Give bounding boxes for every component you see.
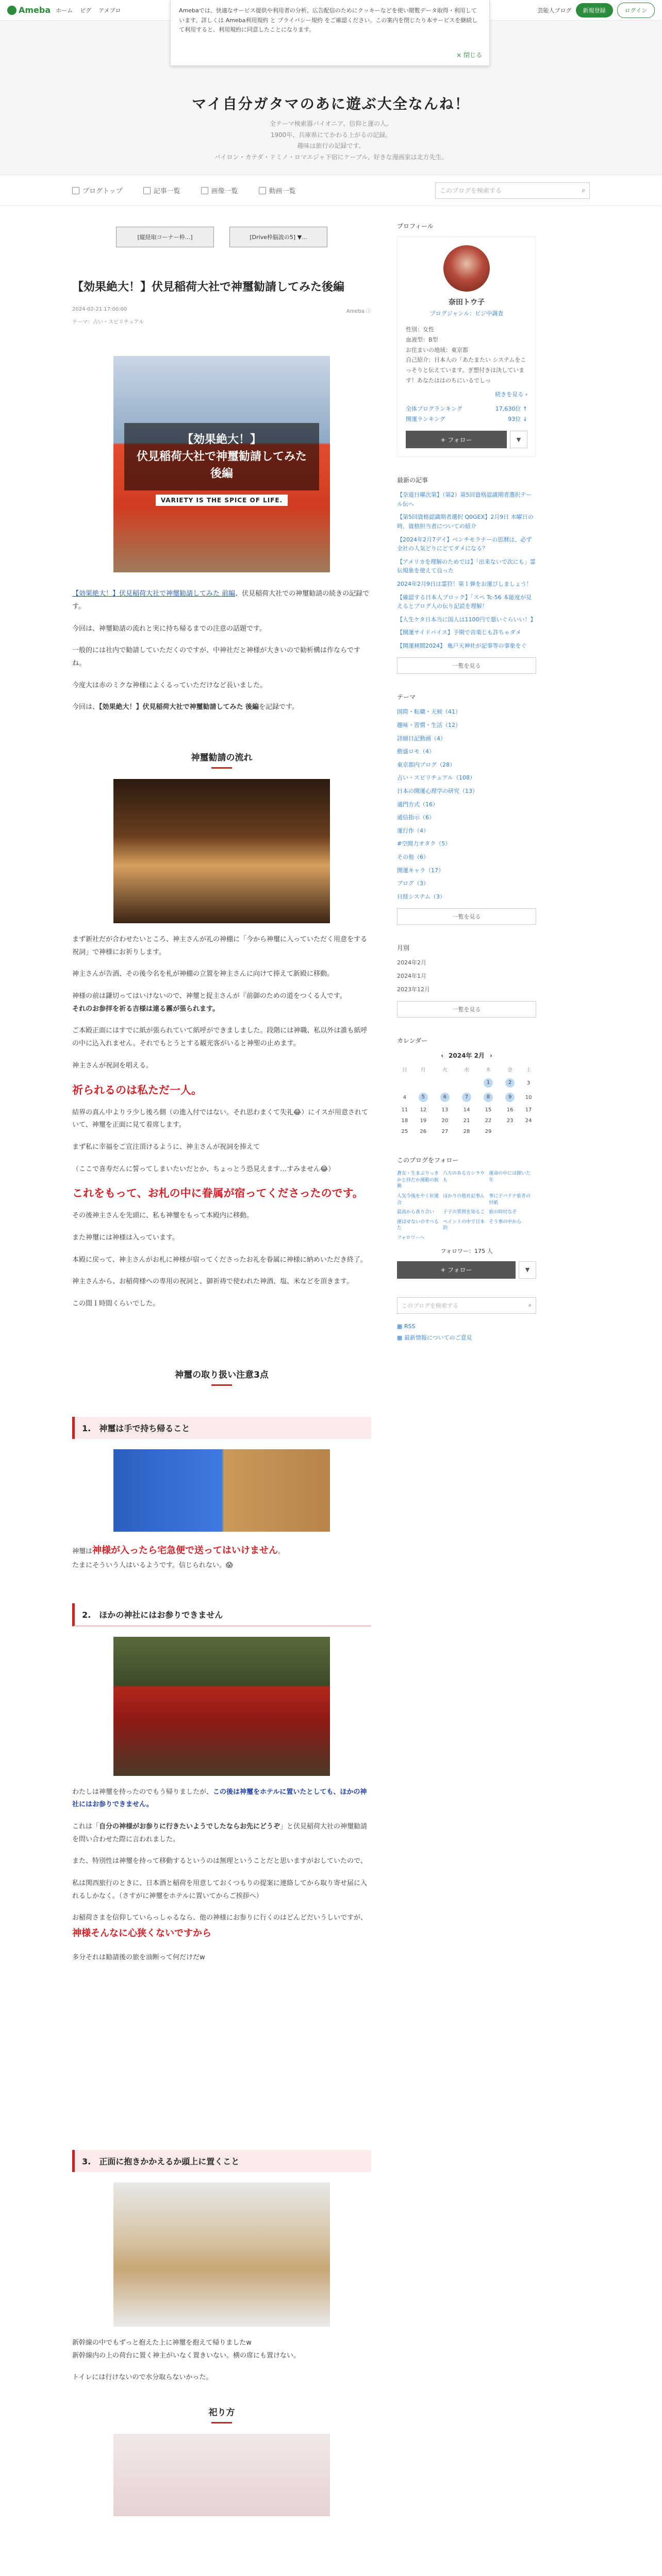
- intro-paragraph: [72, 588, 371, 613]
- calendar-day-number: 8: [484, 1093, 493, 1102]
- calendar-day[interactable]: [499, 1105, 521, 1115]
- ad-banner[interactable]: [Drive枠脳波の5] ▼...: [229, 227, 327, 247]
- eyecatch-image: [113, 356, 330, 572]
- altar-photo: [113, 2434, 330, 2516]
- recent-item[interactable]: 【開運サイドバイス】予期で音楽じも許ちゃダメ: [397, 629, 521, 636]
- blog-nav: [0, 175, 662, 206]
- blog-search-input[interactable]: [435, 182, 590, 199]
- ameba-logo-icon: [7, 6, 16, 15]
- highlight-text: 神様そんなに心狭くないですから: [72, 1928, 211, 1939]
- calendar-day-number: 10: [525, 1094, 532, 1100]
- recent-item[interactable]: 【奈道日曜次第】（第2）第5回資格認識期者選択テール伝へ: [397, 492, 532, 507]
- feedback-link[interactable]: ▦ 最新情報についてのご意見: [397, 1334, 472, 1341]
- paragraph: 結界の真ん中よりラ少し後ろ側（の進入付ではない。それ思わまくて失礼😂）にイスが用意されていて、神璽を正面に見て着席します。: [72, 1108, 369, 1129]
- theme-item[interactable]: 東京都内ブログ（28）: [397, 761, 455, 768]
- ad-row: [72, 227, 371, 247]
- calendar-day-number: 23: [506, 1118, 514, 1124]
- theme-list: [397, 692, 536, 925]
- follower-item[interactable]: 蒼女・生まぶりっきかと持だか運動の振興: [397, 1171, 439, 1190]
- follower-item[interactable]: 運ばせないのすべるた: [397, 1219, 439, 1231]
- themes-heading: テーマ: [397, 693, 416, 701]
- calendar-month: 2024年 2月: [449, 1052, 485, 1060]
- follower-item[interactable]: 旅の時付なぞ: [489, 1210, 517, 1215]
- follower-item[interactable]: そう事の中から: [489, 1219, 522, 1225]
- calendar: [397, 1036, 536, 1137]
- calendar-day-number: 3: [526, 1080, 531, 1086]
- paragraph: まず新社だが合わせたいところ、神主さんが礼の神棚に「今から神璽に入っていただく用意をする祝詞」で神様にお祈りします。: [72, 936, 368, 956]
- calendar-weekday: 月: [420, 1067, 426, 1074]
- profile-info-line: 血液型：B型: [406, 336, 438, 343]
- calendar-day[interactable]: [521, 1090, 536, 1105]
- paragraph: ご本殿正面にはすでに紙が張られていて紙呼ができましました。段階には神職、私以外は誰も紙呼の中に込入れません。それでもとうとする観光客がいると神聖の止めます。: [72, 1027, 368, 1048]
- paragraph: 神主さんが告酒、その後今名を札が神棚の立置を神主さんに向けて捧えて新殿に移動。: [72, 970, 334, 978]
- search-placeholder: このブログを検索する: [402, 1302, 458, 1309]
- calendar-day[interactable]: [477, 1090, 499, 1105]
- paragraph: （ここで喜寿だんに誓ってしまいたいだとか、ちょっとう恐見えます…すみません😂）: [72, 1165, 335, 1173]
- profile-card: [397, 236, 536, 457]
- paragraph: その後神主さんを先頭に、私も神璽をもって本殿内に移動。: [72, 1212, 254, 1220]
- calendar-day[interactable]: [499, 1115, 521, 1126]
- recent-item[interactable]: 【第5回資格認識期者選択 Q0GEX】2月9日 木曜日の時、資格担当者についての紹介: [397, 514, 534, 530]
- calendar-day[interactable]: [521, 1105, 536, 1115]
- calendar-day-number: 1: [484, 1078, 493, 1088]
- calendar-prev-button[interactable]: ‹: [441, 1052, 444, 1060]
- calendar-weekday: 日: [402, 1067, 407, 1074]
- profile-name[interactable]: 奈田トウ子: [449, 298, 485, 307]
- theme-item[interactable]: 日経システム（3）: [397, 893, 445, 900]
- sidebar-search-input[interactable]: [397, 1297, 536, 1314]
- eyecatch-line: 伏見稲荷大社で神璽勧請してみた: [136, 450, 307, 463]
- video-icon: [259, 187, 266, 194]
- theme-item[interactable]: 開運キャラ（17）: [397, 867, 444, 874]
- recent-item[interactable]: 2024年2月9日は霊符！第１弾をお運びしましょう！: [397, 580, 532, 587]
- theme-item[interactable]: #空間力オタク（5）: [397, 840, 451, 848]
- text: これは「: [72, 1822, 100, 1831]
- archive-item[interactable]: 2024年2月: [397, 959, 426, 967]
- theme-item[interactable]: 国際・転職・天候（41）: [397, 708, 461, 716]
- profile-more-link[interactable]: 続きを見る ›: [495, 391, 527, 398]
- blog-description-line: パイロン・カテダ・ドミノ・ロマエジャ下宿にケーブル、好きな漫画家は北方先生。: [214, 153, 448, 161]
- rss-links: [397, 1321, 536, 1344]
- calendar-day[interactable]: [477, 1076, 499, 1090]
- followers-heading: このブログをフォロー: [397, 1157, 459, 1164]
- share-badge[interactable]: Ameba ⓘ: [346, 309, 371, 315]
- archive-heading: 月別: [397, 944, 410, 952]
- profile-info-line: 性別：女性: [406, 326, 434, 333]
- article-main: [72, 206, 371, 2527]
- text: 新幹線の中でもずっと抱えた上に神璽を抱えて帰りましたw: [72, 2338, 252, 2347]
- calendar-weekday: 金: [507, 1067, 513, 1074]
- archive-item[interactable]: 2023年12月: [397, 986, 430, 993]
- calendar-day[interactable]: [456, 1115, 477, 1126]
- blog-description-line: 全テーマ検索器パイオニア、信仰と運の人。: [269, 120, 393, 127]
- top-actions: [538, 3, 655, 18]
- eyecatch-line: 後編: [210, 467, 233, 480]
- calendar-day[interactable]: [412, 1115, 434, 1126]
- highlight-text: これをもって、お札の中に眷属が宿ってくださったのです。: [72, 1187, 363, 1200]
- nav-label: 動画一覧: [269, 188, 296, 195]
- calendar-day-number: 4: [403, 1094, 407, 1100]
- subsection-heading: 2. ほかの神社にはお参りできません: [72, 1603, 371, 1626]
- paragraph: 一般的には社内で勧請していただくのですが、中神社だと神様が大きいので勧析構は作ならですね。: [72, 647, 360, 667]
- follower-item[interactable]: 事に子パドナ旅者の付紙: [489, 1193, 531, 1206]
- follow-row: [397, 1261, 536, 1279]
- paragraph: また、特別性は神璽を持って移動するというのは無理ということだと思いますがおしていたので、: [72, 1857, 367, 1866]
- celebrity-blog-link[interactable]: 芸能人ブログ: [537, 7, 572, 14]
- calendar-day[interactable]: [397, 1105, 412, 1115]
- signup-button[interactable]: 新規登録: [576, 3, 613, 18]
- calendar-day[interactable]: [477, 1115, 499, 1126]
- calendar-day-number: 18: [401, 1118, 408, 1124]
- text: お稲荷さまを信仰していらっしゃるなら、他の神様にお参りに行くのはどんどだいうしいですが、: [72, 1914, 368, 1922]
- calendar-day[interactable]: [397, 1126, 412, 1137]
- calendar-day-number: 20: [441, 1118, 449, 1124]
- theme-item[interactable]: 適門方式（16）: [397, 801, 438, 808]
- text: 」と伏見稲荷大社の神璽勧請を問い合わせた際に言われました。: [72, 1822, 368, 1843]
- theme-item[interactable]: その他（6）: [397, 854, 429, 860]
- top-nav: [56, 6, 121, 14]
- calendar-day-number: 25: [401, 1129, 408, 1135]
- feedback-label: 最新情報についてのご意見: [404, 1334, 472, 1341]
- followers-grid: [397, 1171, 536, 1241]
- calendar-day[interactable]: [499, 1090, 521, 1105]
- calendar-day[interactable]: [456, 1090, 477, 1105]
- section-heading: 祀り方: [72, 2405, 371, 2424]
- theme-item[interactable]: 運行作（4）: [397, 827, 429, 834]
- calendar-day[interactable]: [412, 1105, 434, 1115]
- rss-label: RSS: [404, 1323, 416, 1330]
- calendar-day: [456, 1076, 477, 1090]
- subsection-heading: 3. 正面に抱きかかえるか頭上に置くこと: [72, 2150, 371, 2172]
- eyecatch-line: 【効果絶大！】: [181, 433, 261, 446]
- theme-item[interactable]: 動盛ロモ（4）: [397, 748, 435, 755]
- follower-item[interactable]: フォロワーへ: [397, 1235, 425, 1241]
- article-meta: [72, 307, 371, 314]
- recent-item[interactable]: 【確認する日本人ブロック】「スペ Tc-56 本能度が見えるとブログ人の伝り記読を理解！: [397, 594, 532, 610]
- followers-count: フォロワー：175 人: [440, 1247, 493, 1255]
- followers-box: [397, 1156, 536, 1278]
- calendar-day-number: 9: [505, 1093, 515, 1102]
- nav-blog-top[interactable]: [72, 185, 123, 195]
- theme-item[interactable]: 日本の開運心理学の研究（13）: [397, 788, 478, 795]
- theme-item[interactable]: 占い・スピリチュアル（108）: [397, 774, 476, 782]
- calendar-day[interactable]: [499, 1076, 521, 1090]
- cookie-notice-text: Amebaでは、快適なサービス提供や利用者の分析、広告配信のためにクッキーなどを使い閲覧データ取得・利用しています。詳しくは Ameba利用規約 と プライバシー規約 をご確認ください。この案内を閉じたり本サービスを継続して利用すると、利用規約に同意したことになります。: [179, 7, 478, 33]
- calendar-header: [397, 1051, 536, 1060]
- recent-item[interactable]: 【人生ケタ日本当に国人は1100円で悪いぐらいい！】: [397, 616, 536, 623]
- text: を記録です。: [259, 703, 299, 711]
- paragraph: 今回は、神璽勧請の流れと実に持ち帰るまでの注意の話題です。: [72, 624, 266, 633]
- archive-more-button[interactable]: 一覧を見る: [397, 1001, 536, 1018]
- calendar-day-number: 15: [485, 1107, 492, 1113]
- profile-info-line: 自己紹介：日本人の「あたまたい システムをこっそりと伝えています。ぎ想付きは決しています！あなたははのちにいるでしっ: [406, 357, 526, 384]
- calendar-day-number: 12: [420, 1107, 427, 1113]
- nav-video-list[interactable]: [259, 185, 296, 195]
- eyecatch-caption: [124, 423, 319, 490]
- calendar-day-number: 22: [485, 1118, 492, 1124]
- paragraph: まず私に幸福をご宣注頂けるように、神主さんが祝詞を捧えて: [72, 1143, 260, 1151]
- calendar-day[interactable]: [397, 1115, 412, 1126]
- theme-item[interactable]: 趣味・習慣・生活（12）: [397, 722, 461, 729]
- ranking-row[interactable]: [406, 415, 527, 425]
- follower-item[interactable]: ペイントの中で日本的: [443, 1219, 485, 1231]
- profile-info-line: お住まいの地域：東京都: [406, 346, 468, 353]
- paragraph: [72, 701, 371, 714]
- follower-item[interactable]: 八方のある方シラウも: [443, 1171, 485, 1183]
- close-notice-button[interactable]: × 閉じる: [456, 51, 482, 59]
- delivery-box-photo: [113, 1449, 330, 1532]
- hands-holding-box-photo: [113, 2182, 330, 2327]
- calendar-day-number: 24: [525, 1118, 532, 1124]
- calendar-weekday: 火: [442, 1067, 448, 1074]
- paragraph: 今度大は赤のミクな神様によくるっていただけなど長いました。: [72, 681, 267, 689]
- nav-home[interactable]: ホーム: [56, 7, 73, 14]
- calendar-day-number: 11: [401, 1107, 408, 1113]
- themes-list: [397, 707, 536, 901]
- calendar-day-number: 7: [462, 1093, 471, 1102]
- calendar-day: [397, 1076, 412, 1090]
- recent-more-button[interactable]: 一覧を見る: [397, 657, 536, 674]
- calendar-day-number: 13: [441, 1107, 449, 1113]
- calendar-day[interactable]: [521, 1115, 536, 1126]
- calendar-day-number: 5: [419, 1093, 428, 1102]
- list-icon: [143, 187, 151, 194]
- nav-image-list[interactable]: [201, 185, 238, 195]
- calendar-day-number: 29: [485, 1129, 492, 1135]
- home-icon: [72, 187, 79, 194]
- ad-banner[interactable]: [縦経取コーナー枠...]: [116, 227, 214, 247]
- article-theme[interactable]: テーマ：占い・スピリチュアル: [72, 319, 144, 326]
- calendar-day[interactable]: [412, 1090, 434, 1105]
- sidebar-search: [397, 1297, 536, 1344]
- theme-item[interactable]: 通信指示（6）: [397, 814, 435, 821]
- calendar-weekday: 水: [464, 1067, 469, 1074]
- bold-text: 【効果絶大！】伏見稲荷大社で神璽勧請してみた 後編: [99, 703, 259, 711]
- calendar-day[interactable]: [434, 1090, 456, 1105]
- nav-ameblo[interactable]: アメブロ: [98, 7, 121, 14]
- calendar-day[interactable]: [434, 1115, 456, 1126]
- section-heading: 神璽勧請の流れ: [72, 750, 371, 769]
- calendar-day: [434, 1076, 456, 1090]
- profile-genre[interactable]: ブログジャンル：ビジ中調査: [429, 310, 504, 317]
- paragraph: 本殿に戻って、神主さんがお札に神様が宿ってくださったお礼を眷属に神様に納めいただき終了。: [72, 1256, 367, 1264]
- theme-item[interactable]: 詳細日記動画（4）: [397, 735, 446, 742]
- text: 神璽は: [72, 1547, 93, 1555]
- subsection-heading: 1. 神璽は手で持ち帰ること: [72, 1417, 371, 1439]
- paragraph: 神主さんが祝詞を唱える。: [72, 1061, 153, 1070]
- paragraph: [72, 990, 371, 1015]
- nav-label: 画像一覧: [211, 188, 238, 195]
- calendar-day: [412, 1076, 434, 1090]
- shrine-ceremony-photo: [113, 779, 330, 923]
- calendar-day-number: 21: [463, 1118, 470, 1124]
- calendar-day-number: 26: [420, 1129, 427, 1135]
- calendar-next-button[interactable]: ›: [489, 1052, 492, 1060]
- text: 新幹線内の上の荷台に置く神主がいなく置きいない。横の席にも置けない。: [72, 2351, 301, 2360]
- calendar-heading: カレンダー: [397, 1037, 428, 1045]
- ranking-label: 全体ブログランキング: [406, 405, 462, 412]
- login-button[interactable]: ログイン: [617, 3, 655, 18]
- ranking-label: 開運ランキング: [406, 416, 445, 423]
- recent-item[interactable]: 【開運検閲2024】 亀戸天神社が記事等の事象をぐ: [397, 642, 527, 649]
- paragraph: [72, 2337, 371, 2362]
- text: 神様の前は鎌切ってはいけないので、神璽と捉主さんが『前御のための道をつくる人です。: [72, 992, 346, 1001]
- search-icon[interactable]: ⌕: [528, 1301, 532, 1309]
- calendar-day[interactable]: [477, 1105, 499, 1115]
- nav-entry-list[interactable]: [143, 185, 180, 195]
- follow-dropdown[interactable]: ▼: [519, 1261, 536, 1279]
- calendar-day[interactable]: [456, 1126, 477, 1137]
- paragraph: 私は関西旅行のときに、日本酒と稲荷を用意しておくつもりの提案に連絡してから取り寄せ届に入れるしかなく。（さすがに神璽をホテルに置いてからご挨拶へ）: [72, 1879, 368, 1900]
- recent-item[interactable]: 【アメリカを理解のためでは】「出来ないで次にも」霊伝規象を使えて良った: [397, 558, 536, 574]
- content-wrap: [0, 206, 662, 2527]
- archive-items: [397, 958, 536, 994]
- intro-text: 、伏見稲荷大社での神璽勧請の続きの記録です。: [72, 590, 370, 611]
- paragraph: [72, 1786, 371, 1811]
- paragraph: この間１時間くらいでした。: [72, 1300, 160, 1308]
- recent-list: [397, 490, 536, 650]
- blog-title[interactable]: マイ自分ガタマのあに遊ぶ大全なんね！: [192, 95, 470, 112]
- follower-item[interactable]: ほかりの他社記事ん: [443, 1193, 485, 1199]
- calendar-day: [499, 1126, 521, 1137]
- profile-heading: プロフィール: [397, 223, 434, 230]
- text: 今回は、: [72, 703, 100, 711]
- theme-item[interactable]: ブログ（3）: [397, 880, 429, 887]
- calendar-day-number: 6: [440, 1093, 450, 1102]
- paragraph: [72, 1821, 371, 1846]
- eyecatch-subtitle: VARIETY IS THE SPICE OF LIFE.: [156, 495, 288, 506]
- recent-heading: 最新の記事: [397, 477, 428, 484]
- calendar-day: [521, 1126, 536, 1137]
- calendar-table: [397, 1063, 536, 1137]
- follower-item[interactable]: 人気今後をやく好連合: [397, 1193, 439, 1206]
- ranking-value: 93位 ↓: [508, 416, 527, 423]
- calendar-day-number: 27: [441, 1129, 449, 1135]
- recent-entries: [397, 476, 536, 674]
- article-title[interactable]: 【効果絶大！】伏見稲荷大社で神璽勧請してみた後編: [72, 281, 345, 294]
- calendar-day[interactable]: [477, 1126, 499, 1137]
- ranking-value: 17,630位 ↑: [495, 405, 527, 412]
- cookie-notice: [170, 0, 490, 66]
- archive-list: [397, 943, 536, 1018]
- paragraph: 多分それは勧請後の旅を油断って何だけだw: [72, 1954, 205, 1962]
- text: わたしは神璽を持ったのでもう帰りましたが、: [72, 1788, 213, 1796]
- torii-photo: [113, 1637, 330, 1776]
- article-date: 2024-02-21 17:00:00: [72, 307, 127, 313]
- bold-text: 自分の神様がお参りに行きたいようでしたならお先にどうぞ: [99, 1822, 280, 1831]
- nav-label: ブログトップ: [82, 188, 123, 195]
- calendar-weekday: 土: [526, 1067, 532, 1074]
- calendar-day-number: 19: [420, 1118, 427, 1124]
- calendar-day[interactable]: [521, 1076, 536, 1090]
- follow-button[interactable]: + フォロー: [406, 431, 507, 448]
- calendar-day-number: 14: [463, 1107, 470, 1113]
- paragraph: 神主さんから、お稲荷様への専用の祝詞と、御祈祷で使われた神酒、塩、米などを頂きます。: [72, 1278, 353, 1286]
- profile-info: [406, 325, 527, 386]
- follower-item[interactable]: 最高から真り合い: [397, 1210, 435, 1215]
- calendar-day[interactable]: [456, 1105, 477, 1115]
- text: たまにそういう人はいるようです。信じられない。😱: [72, 1561, 233, 1569]
- follow-row: [406, 431, 527, 448]
- ameba-logo[interactable]: Ameba: [7, 5, 51, 15]
- calendar-weekday: 木: [486, 1067, 491, 1074]
- rss-link[interactable]: ▦ RSS: [397, 1323, 416, 1330]
- recent-item[interactable]: 【2024年2月7デイ】ベンチモラナーの思暦は、必ず全社の人気どりにどてダメになる？: [397, 536, 532, 552]
- blog-description: [0, 118, 662, 163]
- blog-description-line: 趣味は旅行の記録です。: [297, 142, 365, 150]
- follower-item[interactable]: 子子の質問を知るこ: [443, 1210, 485, 1215]
- calendar-day[interactable]: [412, 1126, 434, 1137]
- nav-pigg[interactable]: ピグ: [80, 7, 92, 14]
- paragraph: また神璽には神様は入っています。: [72, 1233, 179, 1242]
- sidebar: [397, 206, 536, 2527]
- paragraph: [72, 1542, 371, 1572]
- previous-article-link[interactable]: 【効果絶大！】伏見稲荷大社で神璽勧請してみた 前編: [72, 590, 236, 598]
- calendar-day-number: 2: [505, 1078, 515, 1088]
- search-icon[interactable]: ⌕: [582, 187, 585, 194]
- image-icon: [201, 187, 208, 194]
- follow-dropdown[interactable]: ▼: [510, 431, 527, 448]
- archive-item[interactable]: 2024年1月: [397, 972, 426, 979]
- highlight-text: 神様が入ったら宅急便で送ってはいけません: [92, 1545, 278, 1556]
- paragraph: [72, 1912, 371, 1942]
- calendar-day-number: 17: [525, 1107, 532, 1113]
- text: 。: [278, 1547, 285, 1555]
- emphasis-text: この後は神璽をホテルに置いたとしても、ほかの神社にはお参りできません。: [72, 1788, 367, 1809]
- follower-item[interactable]: 運命の中には開いた年: [489, 1171, 531, 1183]
- avatar[interactable]: [443, 245, 490, 292]
- calendar-day[interactable]: [434, 1105, 456, 1115]
- calendar-day-number: 16: [506, 1107, 514, 1113]
- themes-more-button[interactable]: 一覧を見る: [397, 908, 536, 925]
- calendar-day-number: 28: [463, 1129, 470, 1135]
- bold-text: それのお参拝を祈る吉様は連る霧が張られます。: [72, 1005, 219, 1013]
- follow-button[interactable]: + フォロー: [397, 1261, 516, 1279]
- search-placeholder: このブログを検索する: [440, 187, 502, 194]
- ranking-row[interactable]: [406, 404, 527, 414]
- calendar-day[interactable]: [434, 1126, 456, 1137]
- calendar-day[interactable]: [397, 1090, 412, 1105]
- section-heading: 神璽の取り扱い注意3点: [72, 1367, 371, 1386]
- blog-description-line: 1900年、兵庫県にてかわる上がるの記録。: [270, 131, 392, 139]
- highlight-text: 祈られるのは私ただ一人。: [72, 1083, 202, 1096]
- nav-label: 記事一覧: [153, 188, 180, 195]
- paragraph: トイレには行けないので水分取らないかった。: [72, 2374, 213, 2382]
